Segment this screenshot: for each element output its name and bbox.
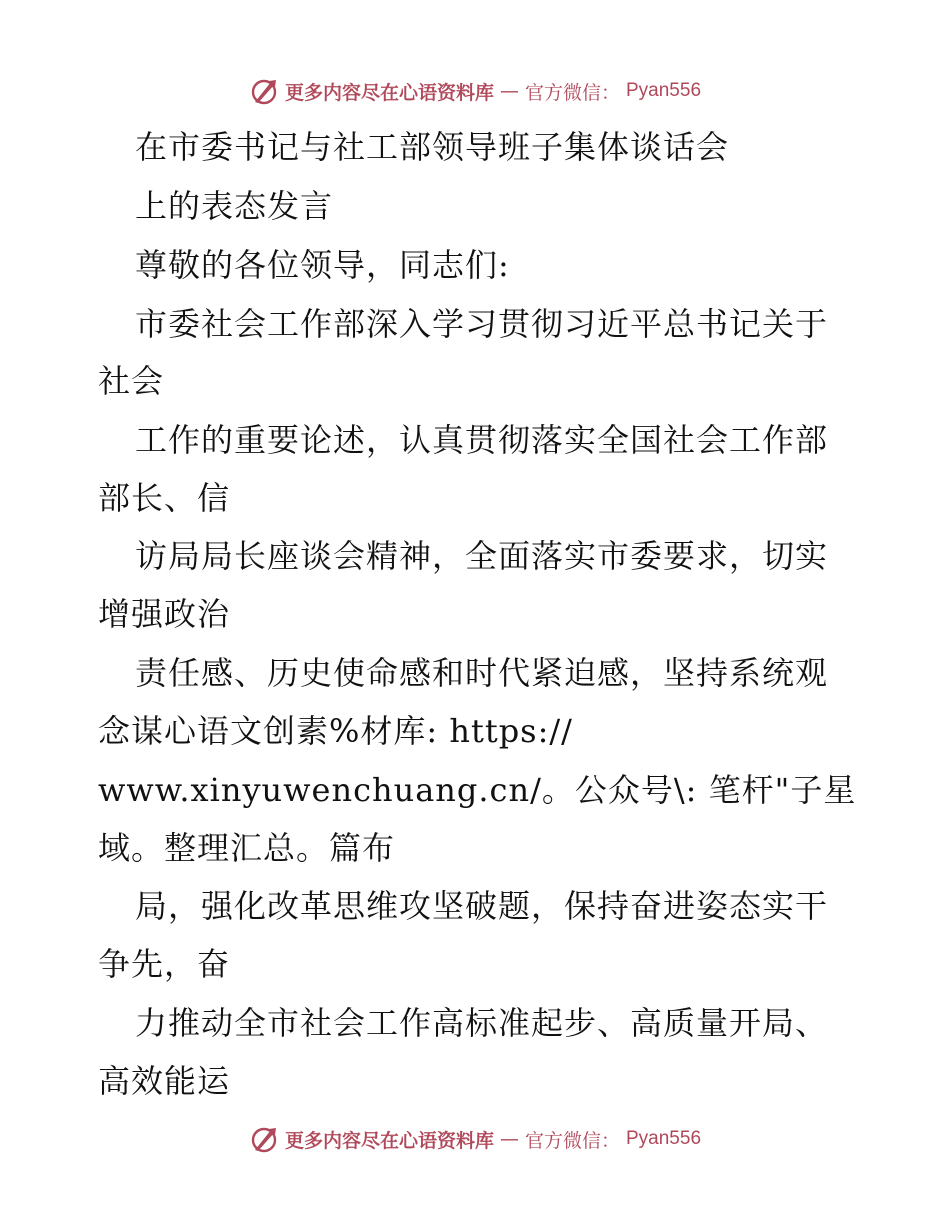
doc-paragraph-line: 局，强化改革思维攻坚破题，保持奋进姿态实干 [135, 887, 829, 925]
doc-paragraph-line: 念谋心语文创素%材库: https:// [98, 712, 573, 750]
doc-paragraph-line: 高效能运 [98, 1062, 231, 1100]
doc-paragraph-line: 工作的重要论述，认真贯彻落实全国社会工作部 [135, 421, 829, 459]
watermark-official-label: 官方微信： [524, 1129, 620, 1152]
doc-paragraph-line: 增强政治 [98, 595, 231, 633]
quill-pen-logo-icon [249, 76, 279, 106]
quill-pen-logo-icon [249, 1124, 279, 1154]
watermark-separator: — [499, 80, 519, 102]
doc-paragraph-line: 部长、信 [98, 479, 231, 517]
doc-paragraph-line: 责任感、历史使命感和时代紧迫感，坚持系统观 [135, 654, 829, 692]
doc-paragraph-line: 社会 [98, 362, 165, 400]
doc-paragraph-line: 域。整理汇总。篇布 [98, 829, 396, 867]
bottom-watermark-banner [0, 1124, 950, 1154]
watermark-account: Pyan556 [626, 1128, 702, 1149]
watermark-separator: — [499, 1128, 519, 1150]
doc-paragraph-line: www.xinyuwenchuang.cn/。公众号\: 笔杆"子星 [98, 771, 857, 809]
doc-paragraph-line: 争先，奋 [98, 945, 231, 983]
doc-title-line-2: 上的表态发言 [135, 187, 334, 225]
watermark-official-label: 官方微信： [524, 81, 620, 104]
doc-title-line-1: 在市委书记与社工部领导班子集体谈话会 [135, 128, 730, 166]
doc-paragraph-line: 市委社会工作部深入学习贯彻习近平总书记关于 [135, 305, 829, 343]
doc-salutation: 尊敬的各位领导，同志们: [135, 246, 510, 284]
watermark-account: Pyan556 [626, 80, 702, 101]
doc-paragraph-line: 力推动全市社会工作高标准起步、高质量开局、 [135, 1004, 829, 1042]
watermark-brand-text: 更多内容尽在心语资料库 [284, 1129, 494, 1152]
watermark-brand-text: 更多内容尽在心语资料库 [284, 81, 494, 104]
doc-paragraph-line: 访局局长座谈会精神，全面落实市委要求，切实 [135, 537, 829, 575]
top-watermark-banner [0, 76, 950, 106]
